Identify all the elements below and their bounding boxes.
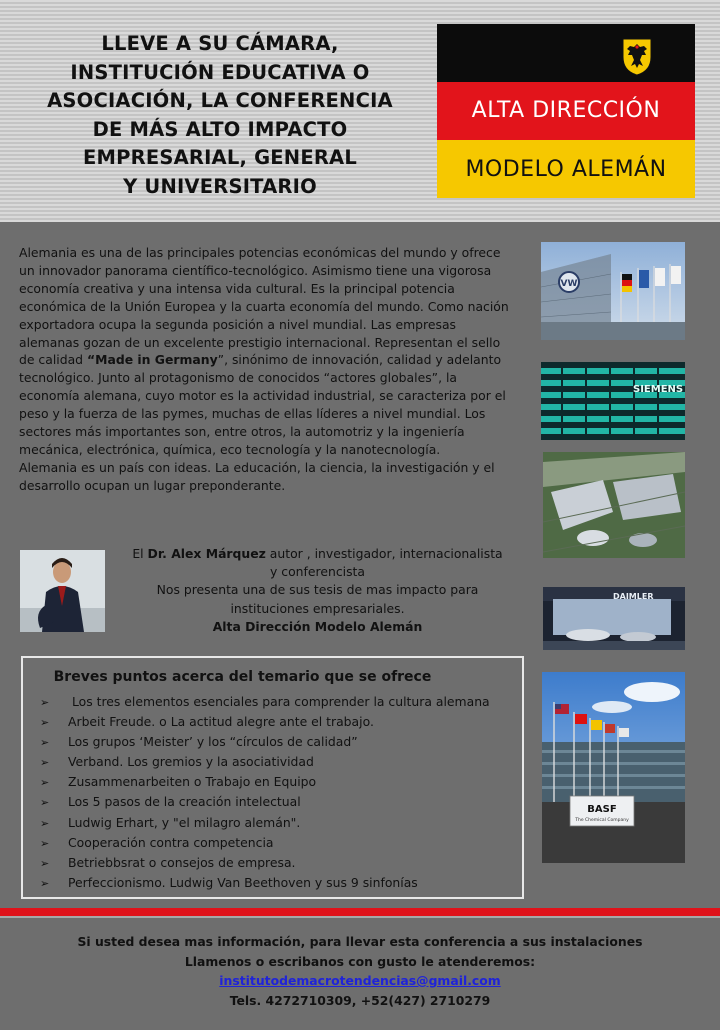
vw-headquarters-photo — [541, 242, 685, 340]
made-in-germany-label: “Made in Germany — [86, 352, 218, 368]
headline-line: Y UNIVERSITARIO — [123, 174, 317, 198]
list-item — [40, 752, 490, 772]
daimler-logo-text: DAIMLER — [613, 592, 654, 601]
list-item-text: Los tres elementos esenciales para comprender la cultura alemana — [68, 694, 490, 709]
topics-list — [40, 692, 490, 893]
basf-headquarters-photo — [542, 672, 685, 863]
speaker-block — [120, 545, 515, 636]
arrow-bullet-icon: ➢ — [40, 836, 50, 850]
list-item-text: Los grupos ‘Meister’ y los “círculos de calidad” — [68, 734, 358, 750]
arrow-bullet-icon: ➢ — [40, 756, 50, 770]
list-item-text: Perfeccionismo. Ludwig Van Beethoven y sus 9 sinfonías — [68, 874, 418, 890]
header-banner — [0, 0, 720, 222]
topics-heading: Breves puntos acerca del temario que se ofrece — [53, 669, 432, 685]
topics-box — [21, 656, 524, 899]
list-item — [40, 853, 490, 873]
headline — [30, 30, 410, 201]
arrow-bullet-icon: ➢ — [40, 796, 50, 810]
list-item — [40, 712, 490, 732]
conference-title-text: Alta Dirección Modelo Alemán — [212, 618, 423, 634]
arrow-bullet-icon: ➢ — [40, 696, 50, 709]
arrow-bullet-icon: ➢ — [40, 716, 50, 730]
basf-logo-text: BASF — [587, 804, 617, 815]
footer-line-1: Si usted desea mas información, para llevar esta conferencia a sus instalaciones — [77, 934, 643, 949]
eagle-icon — [617, 33, 657, 77]
footer-line-2: Llamenos o escribanos con gusto le atenderemos: — [184, 953, 536, 969]
list-item — [40, 772, 490, 792]
speaker-line-3: Nos presenta una de sus tesis de mas impacto para — [156, 582, 479, 598]
speaker-line-4: instituciones empresariales. — [230, 600, 405, 616]
footer-email-row — [0, 971, 720, 991]
arrow-bullet-icon: ➢ — [40, 876, 50, 890]
list-item-text: Betriebbsrat o consejos de empresa. — [68, 854, 296, 870]
list-item — [40, 833, 490, 853]
german-flag-banner — [437, 24, 695, 198]
footer-phones: Tels. 4272710309, +52(427) 2710279 — [229, 992, 491, 1008]
headline-line: LLEVE A SU CÁMARA, — [101, 32, 339, 55]
contact-footer — [0, 932, 720, 1010]
arrow-bullet-icon: ➢ — [40, 736, 50, 750]
arrow-bullet-icon: ➢ — [40, 856, 50, 870]
flag-title-line1: ALTA DIRECCIÓN — [471, 98, 661, 123]
basf-tagline-text: The Chemical Company — [575, 818, 629, 823]
list-item — [40, 873, 490, 893]
headline-line: ASOCIACIÓN, LA CONFERENCIA — [47, 89, 393, 112]
vw-logo-text: VW — [560, 279, 578, 289]
conference-title — [120, 618, 515, 636]
headline-line: INSTITUCIÓN EDUCATIVA O — [70, 60, 370, 84]
list-item-text: Ludwig Erhart, y "el milagro alemán". — [68, 814, 301, 830]
list-item-text: Arbeit Freude. o La actitud alegre ante el trabajo. — [68, 714, 374, 730]
speaker-prefix: El — [132, 546, 148, 561]
headline-line: DE MÁS ALTO IMPACTO — [92, 117, 348, 141]
arrow-bullet-icon: ➢ — [40, 816, 50, 830]
speaker-portrait — [20, 550, 105, 632]
siemens-logo-text: SIEMENS — [633, 384, 684, 395]
list-item — [40, 792, 490, 812]
list-item — [40, 813, 490, 833]
list-item-text: Zusammenarbeiten o Trabajo en Equipo — [68, 774, 317, 790]
aerial-factory-photo — [543, 452, 685, 558]
headline-line: EMPRESARIAL, GENERAL — [83, 146, 357, 169]
arrow-bullet-icon: ➢ — [40, 776, 50, 790]
speaker-name: Dr. Alex Márquez — [147, 546, 266, 561]
intro-paragraph-2: Alemania es un país con ideas. La educación, la ciencia, la investigación y el desarrollo ocupan un lugar preponderante. — [19, 459, 495, 493]
speaker-line-2: y conferencista — [270, 564, 365, 580]
list-item-text: Cooperación contra competencia — [68, 834, 274, 850]
list-item — [40, 692, 490, 712]
intro-p1-rest: ”, sinónimo de innovación, calidad y adelanto tecnológico. Junto al protagonismo de conocidos “actores globales”, la economía alemana, cuyo motor es la actividad industrial, se caracteriza por el peso y la fuerza de las pymes, muchas de ellas líderes a nivel mundial. Los sectores más importantes son, entre otros, la automotriz y la ingeniería mecánica, electrónica, química, eco tecnología y la nanotecnología. — [19, 352, 506, 457]
intro-text — [19, 244, 509, 495]
list-item — [40, 732, 490, 752]
siemens-building-photo — [541, 362, 685, 440]
flag-title-line2: MODELO ALEMÁN — [465, 157, 667, 182]
contact-email-link[interactable]: institutodemacrotendencias@gmail.com — [219, 973, 501, 988]
speaker-role: autor , investigador, internacionalista — [265, 546, 503, 561]
list-item-text: Los 5 pasos de la creación intelectual — [68, 794, 301, 810]
gray-divider — [0, 916, 720, 918]
list-item-text: Verband. Los gremios y la asociatividad — [68, 754, 314, 770]
daimler-showroom-photo — [543, 587, 685, 650]
intro-paragraph-1 — [19, 244, 509, 459]
intro-p1-text: Alemania es una de las principales potencias económicas del mundo y ofrece un innovador panorama científico-tecnológico. Asimismo tiene una vigorosa economía creativa y una intensa vida cultural. Es la principal potencia económica de la Unión Europea y la cuarta economía del mundo. Como nación exportadora ocupa la segunda posición a nivel mundial. Las empresas alemanas gozan de un excelente prestigio internacional. Representan el sello de calidad — [19, 245, 509, 368]
red-divider — [0, 908, 720, 916]
speaker-line-1 — [120, 545, 515, 563]
